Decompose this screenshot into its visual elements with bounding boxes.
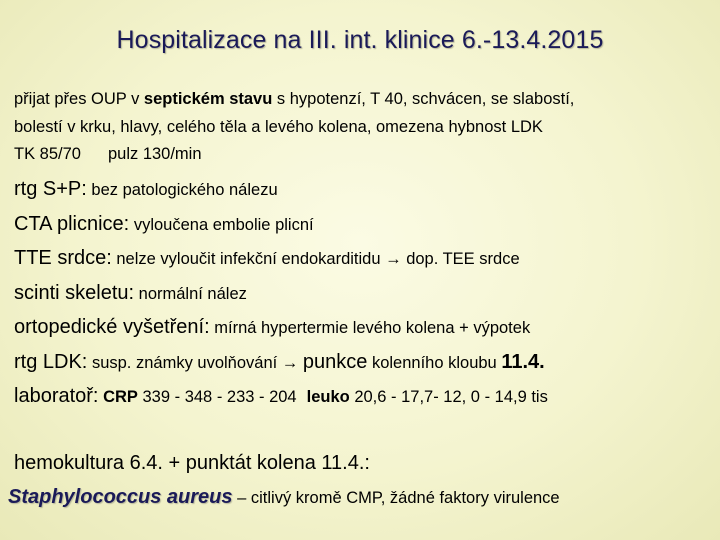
admission-line-3 — [14, 141, 714, 169]
finding-key: ortopedické vyšetření: — [14, 316, 210, 338]
organism-name: Staphylococcus aureus — [8, 486, 233, 508]
finding-row-rtg-ldk — [14, 347, 714, 382]
crp-values: 339 - 348 - 233 - 204 — [137, 388, 297, 406]
admission-line-2: bolestí v krku, hlavy, celého těla a levého kolena, omezena hybnost LDK — [14, 117, 543, 136]
organism-note: – citlivý kromě CMP, žádné faktory virulence — [232, 489, 560, 507]
finding-value: mírná hypertermie levého kolena + výpotek — [209, 319, 531, 337]
finding-value: kolenního kloubu — [367, 353, 502, 372]
finding-key: laboratoř: — [14, 385, 99, 407]
finding-row — [14, 243, 714, 278]
blood-pressure: TK 85/70 — [14, 145, 81, 163]
finding-key: CTA plicnice: — [14, 212, 130, 235]
organism-line — [8, 486, 560, 509]
finding-row — [14, 209, 714, 244]
finding-value: vyloučena embolie plicní — [129, 215, 314, 234]
finding-key: TTE srdce: — [14, 247, 112, 269]
finding-value: susp. známky uvolňování → — [87, 353, 303, 372]
finding-value: nelze vyloučit infekční endokarditidu → dop. TEE srdce — [111, 250, 520, 268]
culture-result: hemokultura 6.4. + punktát kolena 11.4.: — [14, 452, 370, 474]
leuko-values: 20,6 - 17,7- 12, 0 - 14,9 tis — [349, 388, 548, 406]
finding-key: scinti skeletu: — [14, 281, 135, 304]
septic-state: septickém stavu — [143, 90, 273, 108]
finding-value: bez patologického nálezu — [86, 181, 278, 199]
admission-summary — [14, 86, 714, 169]
admission-line-1 — [14, 86, 714, 114]
puncture-label: punkce — [302, 350, 368, 373]
finding-value: normální nález — [134, 284, 247, 303]
finding-row — [14, 312, 714, 347]
slide-title: Hospitalizace na III. int. klinice 6.-13.4.2015 — [116, 26, 604, 54]
finding-row-lab — [14, 381, 714, 416]
crp-label: CRP — [98, 388, 138, 406]
admission-text-a: přijat přes OUP v — [14, 90, 144, 108]
pulse: pulz 130/min — [107, 145, 202, 163]
finding-key: rtg S+P: — [14, 178, 87, 200]
finding-key: rtg LDK: — [14, 350, 88, 373]
admission-text-c: s hypotenzí, T 40, schvácen, se slabostí, — [272, 90, 575, 108]
puncture-date: 11.4. — [501, 350, 545, 373]
examination-findings — [14, 174, 714, 416]
leuko-label: leuko — [306, 388, 350, 406]
finding-row — [14, 278, 714, 313]
finding-row — [14, 174, 714, 209]
